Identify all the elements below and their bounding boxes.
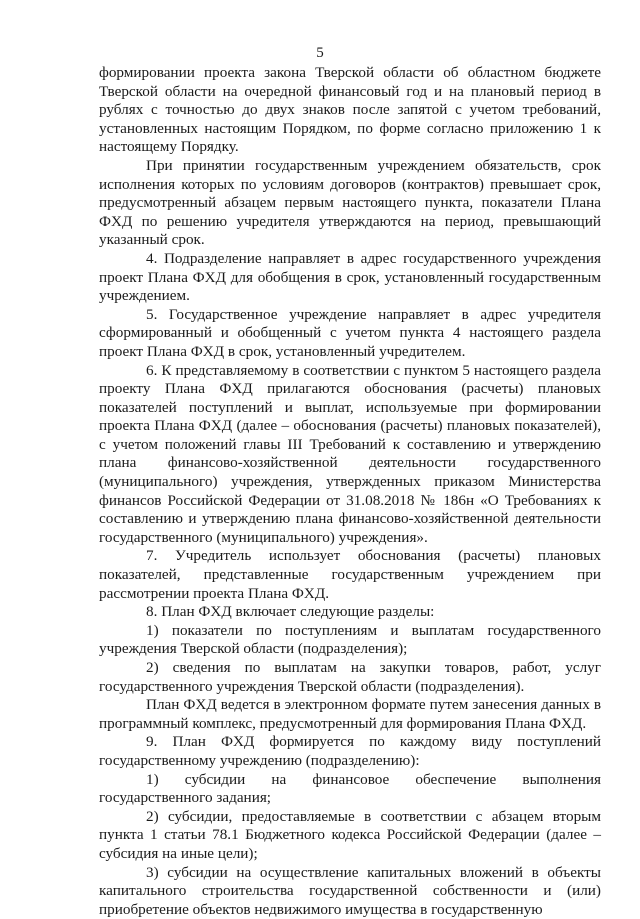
list-item: 1) показатели по поступлениям и выплатам государственного учреждения Тверской области (подразделения); bbox=[99, 621, 601, 658]
paragraph-item-7: 7. Учредитель использует обоснования (расчеты) плановых показателей, представленные государственным учреждением при рассмотрении проекта Плана ФХД. bbox=[99, 547, 601, 602]
paragraph-item-9: 9. План ФХД формируется по каждому виду поступлений государственному учреждению (подразделению): bbox=[99, 733, 601, 769]
paragraph-item-5: 5. Государственное учреждение направляет в адрес учредителя сформированный и обобщенный с учетом пункта 4 настоящего раздела проект Плана ФХД в срок, установленный учредителем. bbox=[99, 305, 601, 360]
paragraph-item-6: 6. К представляемому в соответствии с пунктом 5 настоящего раздела проекту Плана ФХД прилагаются обоснования (расчеты) плановых показателей поступлений и выплат, используемые при формировании проекта Плана ФХД (далее – обоснования (расчеты) плановых показателей), с учетом положений главы III Требований к составлению и утверждению плана финансово-хозяйственной деятельности государственного (муниципального) учреждения, утвержденных приказом Министерства финансов Российской Федерации от 31.08.2018 № 186н «О Требованиях к составлению и утверждению плана финансово-хозяйственной деятельности государственного (муниципального) учреждения». bbox=[99, 361, 601, 546]
page-number: 5 bbox=[316, 45, 324, 61]
paragraph-item-8: 8. План ФХД включает следующие разделы: bbox=[146, 603, 435, 621]
list-item: 3) субсидии на осуществление капитальных вложений в объекты капитального строительства государственной собственности и (или) приобретение объектов недвижимого имущества в государственную bbox=[99, 863, 601, 918]
paragraph: При принятии государственным учреждением обязательств, срок исполнения которых по условиям договоров (контрактов) превышает срок, предусмотренный абзацем первым настоящего пункта, показатели Плана ФХД по решению учредителя утверждаются на период, превышающий указанный срок. bbox=[99, 156, 601, 249]
list-item: 1) субсидии на финансовое обеспечение выполнения государственного задания; bbox=[99, 770, 601, 807]
list-item: 2) сведения по выплатам на закупки товаров, работ, услуг государственного учреждения Тверской области (подразделения). bbox=[99, 659, 601, 695]
paragraph: План ФХД ведется в электронном формате путем занесения данных в программный комплекс, предусмотренный для формирования Плана ФХД. bbox=[99, 696, 601, 732]
document-body bbox=[99, 64, 601, 919]
paragraph: формировании проекта закона Тверской области об областном бюджете Тверской области на очередной финансовый год и на плановый период в рублях с точностью до двух знаков после запятой с учетом требований, установленных настоящим Порядком, по форме согласно приложению 1 к настоящему Порядку. bbox=[99, 64, 601, 156]
list-item: 2) субсидии, предоставляемые в соответствии с абзацем вторым пункта 1 статьи 78.1 Бюджетного кодекса Российской Федерации (далее – субсидия на иные цели); bbox=[99, 807, 601, 862]
paragraph-item-4: 4. Подразделение направляет в адрес государственного учреждения проект Плана ФХД для обобщения в срок, установленный государственным учреждением. bbox=[99, 249, 601, 305]
